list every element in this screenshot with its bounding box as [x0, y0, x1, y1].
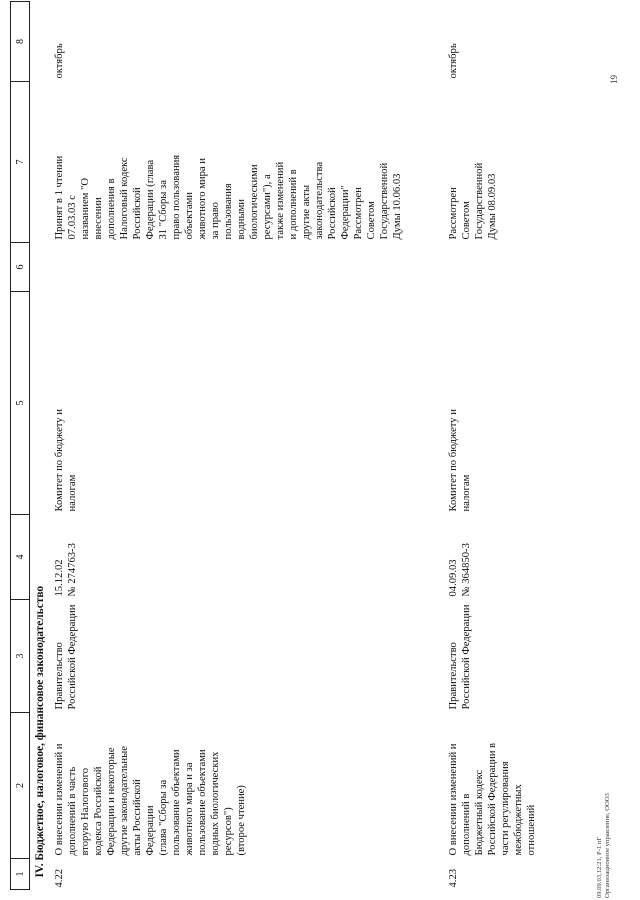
status	[439, 82, 540, 243]
initiator-line: Правительство	[54, 642, 65, 710]
status-line: и дополнений в	[288, 169, 299, 240]
status-line: Российской	[327, 187, 338, 240]
status-line: пользования	[223, 183, 234, 240]
bill-title-line: водных биологических	[210, 751, 221, 856]
column-number: 3	[11, 600, 30, 713]
status-line: Думы 08.09.03	[487, 173, 498, 240]
status-line: Думы 10.06.03	[392, 173, 403, 240]
date-registration	[51, 515, 439, 600]
status-line: Федерации"	[340, 185, 351, 240]
status	[51, 82, 439, 243]
bill-title	[51, 713, 439, 859]
date-registration	[439, 515, 540, 600]
section-row	[30, 2, 52, 890]
footer	[596, 793, 612, 898]
status-line: биологическими	[249, 164, 260, 240]
bill-title-line: (глава "Сборы за	[158, 779, 169, 856]
row-number: 4.22	[54, 868, 65, 888]
status-line: ресурсами"), а	[262, 174, 273, 240]
bill-title-line: ресурсов")	[223, 807, 234, 856]
status-line: Принят в 1 чтении	[54, 155, 65, 240]
status-line: 07.03.03 с	[67, 195, 78, 240]
status-line: также изменений	[275, 161, 286, 240]
bill-title	[439, 713, 540, 859]
date-line: 04.09.03	[448, 559, 459, 597]
column-number: 1	[11, 859, 30, 890]
status-line: названием "О	[80, 178, 91, 240]
column-number: 4	[11, 515, 30, 600]
column-6-cell	[439, 243, 540, 292]
term: октябрь	[54, 43, 65, 79]
row-number: 4.23	[448, 868, 459, 888]
bill-title-line: Бюджетный кодекс	[474, 769, 485, 856]
legislation-table	[10, 1, 540, 890]
column-number: 5	[11, 292, 30, 515]
table-row	[51, 2, 439, 890]
status-line: 31 "Сборы за	[158, 180, 169, 240]
committee	[51, 292, 439, 515]
column-number: 8	[11, 2, 30, 82]
initiator	[439, 600, 540, 713]
committee-line: Комитет по бюджету и	[448, 409, 459, 512]
bill-title-line: Федерации	[145, 805, 156, 856]
status-line: другие акты	[301, 184, 312, 240]
status-line: за право	[210, 202, 221, 240]
footer-line: 09.09.03,12:21, Р-1 пГ	[596, 836, 603, 898]
bill-title-line: животного мира и за	[184, 762, 195, 856]
bill-title-line: О внесении изменений и	[448, 743, 459, 856]
column-number: 7	[11, 82, 30, 243]
column-number-row	[11, 2, 30, 890]
status-line: Государственной	[379, 162, 390, 240]
status-line: Федерации (глава	[145, 159, 156, 240]
bill-title-line: пользование объектами	[197, 749, 208, 856]
table-row	[439, 2, 540, 890]
committee-line: налогам	[461, 474, 472, 512]
initiator-line: Российской Федерации	[461, 604, 472, 710]
bill-title-line: пользование объектами	[171, 749, 182, 856]
bill-title-line: Российской Федерации в	[487, 742, 498, 856]
footer-line: Организационное управление, ООО3	[604, 793, 611, 898]
date-line: 15.12.02	[54, 559, 65, 597]
registration-number: № 274763-3	[67, 543, 78, 597]
initiator	[51, 600, 439, 713]
initiator-line: Российской Федерации	[67, 604, 78, 710]
bill-title-line: дополнений в часть	[67, 766, 78, 856]
term: октябрь	[448, 43, 459, 79]
column-number: 6	[11, 243, 30, 292]
bill-title-line: дополнений в	[461, 793, 472, 856]
bill-title-line: межбюджетных	[513, 784, 524, 856]
status-line: Советом	[461, 201, 472, 240]
bill-title-line: отношений	[526, 804, 537, 856]
bill-title-line: другие законодательные	[119, 746, 130, 856]
status-line: право пользования	[171, 154, 182, 240]
registration-number: № 364850-3	[461, 543, 472, 597]
status-line: объектами	[184, 192, 195, 240]
status-line: дополнения в	[106, 178, 117, 240]
status-line: внесении	[93, 197, 104, 240]
committee	[439, 292, 540, 515]
status-line: Налоговый кодекс	[119, 157, 130, 240]
bill-title-line: акты Российской	[132, 779, 143, 856]
bill-title-line: (второе чтение)	[236, 785, 247, 856]
status-line: Российской	[132, 187, 143, 240]
status-line: Рассмотрен	[353, 187, 364, 240]
status-line: Советом	[366, 201, 377, 240]
committee-line: Комитет по бюджету и	[54, 409, 65, 512]
bill-title-line: части регулирования	[500, 761, 511, 856]
bill-title-line: О внесении изменений и	[54, 743, 65, 856]
page-number: 19	[609, 75, 619, 84]
bill-title-line: Федерации и некоторые	[106, 747, 117, 856]
rotated-table-sheet	[10, 10, 612, 890]
status-line: законодательства	[314, 161, 325, 240]
initiator-line: Правительство	[448, 642, 459, 710]
column-6-cell	[51, 243, 439, 292]
status-line: Государственной	[474, 162, 485, 240]
status-line: водными	[236, 199, 247, 240]
committee-line: налогам	[67, 474, 78, 512]
status-line: Рассмотрен	[448, 187, 459, 240]
bill-title-line: вторую Налогового	[80, 767, 91, 856]
bill-title-line: кодекса Российской	[93, 766, 104, 856]
section-title: IV. Бюджетное, налоговое, финансовое законодательство	[34, 585, 46, 878]
column-number: 2	[11, 713, 30, 859]
status-line: животного мира и	[197, 158, 208, 240]
